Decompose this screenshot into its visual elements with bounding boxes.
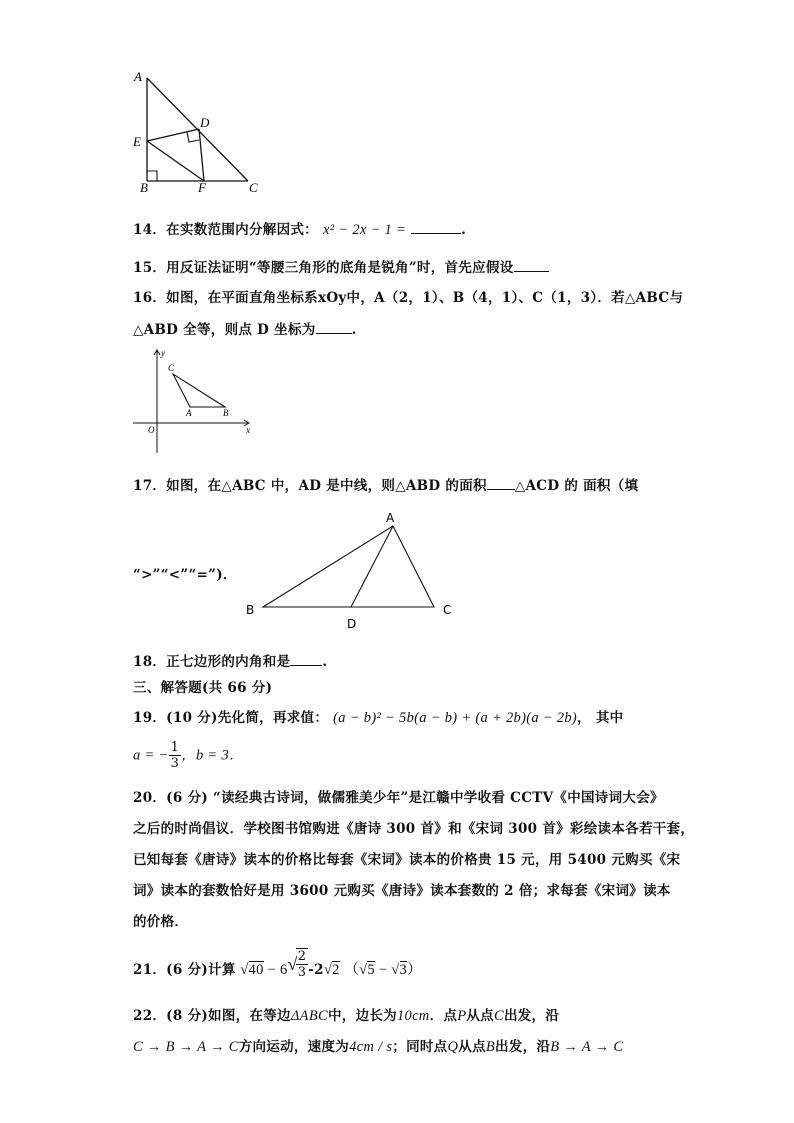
q21-r5: 5 [367, 961, 375, 978]
q22-l1i: 出发，沿 [503, 1008, 560, 1024]
q22-l1f: P [457, 1008, 467, 1024]
q21-minus: − [374, 961, 392, 978]
q16-line2b: . [351, 322, 357, 338]
q22-l2f: 从点 [458, 1039, 486, 1055]
q17-line1a: 17．如图，在△ABC 中，AD 是中线，则△ABD 的面积 [133, 478, 487, 494]
question-20-line-3 [133, 848, 680, 868]
q19-prefix: 19．(10 分)先化简，再求值： [133, 710, 329, 726]
q14-text: 14．在实数范围内分解因式： [133, 222, 318, 238]
fig13-label-f: F [198, 180, 206, 195]
q17-answer-blank[interactable] [487, 477, 515, 490]
question-22-line-1 [133, 1004, 559, 1025]
q22-l2d: ；同时点 [392, 1039, 448, 1055]
fig13-label-a: A [134, 69, 142, 84]
q18-answer-blank[interactable] [290, 653, 322, 666]
fig16-label-b: B [223, 408, 229, 418]
figure-triangle-abc-median [240, 508, 460, 633]
question-20-line-2 [133, 817, 694, 837]
q19-fraction [169, 740, 182, 771]
question-15 [133, 256, 549, 276]
q21-m2: -2 [308, 961, 324, 978]
q20-l3: 已知每套《唐诗》读本的价格比每套《宋词》读本的价格贵 15 元，用 5400 元购买《宋 [133, 852, 681, 868]
question-20-line-5 [133, 910, 188, 930]
question-17-line-2 [133, 563, 237, 583]
q22-l2g: B [485, 1039, 496, 1055]
question-16-line-1 [133, 286, 683, 306]
q22-l2a: C → B → A → C [133, 1039, 239, 1055]
q20-l4: 词》读本的套数恰好是用 3600 元购买《唐诗》读本套数的 2 倍；求每套《宋词》读本 [133, 883, 671, 899]
q21-paren-l: （ [344, 961, 360, 978]
q22-l1c: 中，边长为 [327, 1008, 397, 1024]
figure-coordinate-plane [128, 345, 258, 457]
question-19-line-1 [133, 706, 623, 727]
section3-text: 三、解答题(共 66 分) [133, 680, 273, 696]
section-3-heading [133, 676, 272, 696]
q21-r2: 2 [332, 961, 340, 978]
q17-line2: “>”“<”“=”)． [133, 567, 237, 583]
q16-answer-blank[interactable] [316, 321, 352, 334]
q21-den: 3 [297, 965, 307, 980]
q16-line1: 16．如图，在平面直角坐标系xOy中，A（2，1）、B（4，1）、C（1，3）．若△ABC与 [133, 290, 684, 306]
question-20-line-4 [133, 879, 671, 899]
question-16-line-2 [133, 318, 357, 338]
fig16-label-a: A [186, 408, 192, 418]
q21-r3: 3 [399, 961, 408, 978]
q15-answer-blank[interactable] [514, 259, 549, 272]
fig17-label-d: D [347, 617, 357, 631]
q22-l1e: ．点 [429, 1008, 458, 1024]
q15-text: 15．用反证法证明“等腰三角形的底角是锐角”时，首先应假设 [133, 260, 514, 276]
fig16-label-x: x [246, 425, 250, 435]
q20-l1: 20．(6 分) “读经典古诗词，做儒雅美少年”是江赣中学收看 CCTV《中国诗词大会》 [133, 790, 664, 806]
q16-line2a: △ABD 全等，则点 D 坐标为 [133, 322, 316, 338]
fig17-label-a: A [386, 511, 395, 525]
q19-expr: (a − b)² − 5b(a − b) + (a + 2b)(a − 2b) [333, 710, 578, 726]
q14-expr: x² − 2x − 1 = [323, 222, 407, 238]
question-17-line-1 [133, 474, 638, 494]
fig16-label-o: O [148, 425, 155, 435]
fig13-label-d: D [200, 115, 210, 130]
fig13-label-b: B [140, 180, 148, 195]
fig17-label-b: B [246, 603, 255, 617]
q14-answer-blank[interactable] [411, 221, 461, 234]
question-14 [133, 218, 466, 239]
question-20-line-1 [133, 786, 664, 806]
q22-l1h: C [493, 1008, 504, 1024]
q22-l1b: ΔABC [290, 1008, 328, 1024]
q18-tail: . [322, 654, 328, 670]
question-22-line-2 [133, 1035, 623, 1056]
q14-tail: . [461, 222, 467, 238]
question-18 [133, 650, 327, 670]
q22-l1g: 从点 [466, 1008, 494, 1024]
figure-triangle-abc-with-ef [128, 68, 268, 196]
fig13-label-c: C [249, 180, 258, 195]
question-19-line-2 [133, 740, 244, 771]
q20-l5: 的价格． [133, 914, 189, 930]
q21-num: 2 [297, 949, 307, 964]
q19-b-eq: ，b = 3． [181, 747, 244, 764]
fig16-label-y: y [161, 348, 165, 358]
q21-paren-r: ） [407, 961, 422, 978]
q22-l1a: 22．(8 分)如图，在等边 [133, 1008, 291, 1024]
q19-a-eq: a = − [133, 747, 169, 764]
q21-minus6: − 6 [263, 961, 288, 978]
q21-prefix: 21．(6 分)计算 [133, 961, 236, 978]
fig13-label-e: E [133, 134, 141, 149]
fig16-label-c: C [168, 363, 175, 373]
q21-r40: 40 [248, 961, 264, 978]
q19-frac-den: 3 [170, 756, 180, 771]
q22-l1d: 10cm [396, 1008, 430, 1024]
q22-l2i: B → A → C [550, 1039, 624, 1055]
q22-l2e: Q [447, 1039, 459, 1055]
fig17-label-c: C [443, 603, 452, 617]
q22-l2h: 出发，沿 [495, 1039, 551, 1055]
q19-suffix: ， 其中 [577, 710, 624, 726]
q22-l2b: 方向运动，速度为 [238, 1039, 350, 1055]
q19-frac-num: 1 [170, 740, 180, 755]
q20-l2: 之后的时尚倡议．学校图书馆购进《唐诗 300 首》和《宋词 300 首》彩绘读本各若干套， [133, 821, 695, 837]
q17-line1b: △ACD 的 面积（填 [514, 478, 639, 494]
question-21: 21．(6 分)计算 √40 − 6√ $\frac{2}{3}$ -2√2 （√5 − √3） [133, 949, 422, 980]
q22-l2c: 4cm / s [349, 1039, 393, 1055]
q18-text: 18．正七边形的内角和是 [133, 654, 291, 670]
